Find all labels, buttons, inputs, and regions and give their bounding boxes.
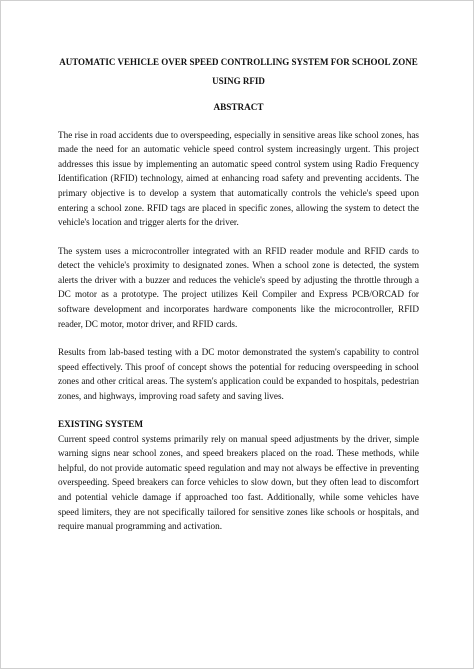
document-title: AUTOMATIC VEHICLE OVER SPEED CONTROLLING SYSTEM FOR SCHOOL ZONE USING RFID (59, 57, 418, 86)
page-content (58, 53, 419, 548)
abstract-paragraph-1: The rise in road accidents due to overspeeding, especially in sensitive areas like school zones, has made the need for an automatic vehicle speed control system increasingly urgent. This project addresses this issue by implementing an automatic speed control system using Radio Frequency Identification (RFID) technology, aimed at enhancing road safety and preventing accidents. The primary objective is to develop a system that automatically controls the vehicle's speed upon entering a school zone. RFID tags are placed in specific zones, allowing the system to detect the vehicle's location and trigger alerts for the driver. (58, 129, 419, 228)
abstract-paragraph-3: Results from lab-based testing with a DC motor demonstrated the system's capability to control speed effectively. This proof of concept shows the potential for reducing overspeeding in school zones and other critical areas. The system's application could be expanded to hospitals, pedestrian zones, and highways, improving road safety and saving lives. (58, 346, 419, 401)
existing-system-paragraph: Current speed control systems primarily rely on manual speed adjustments by the driver, simple warning signs near school zones, and speed breakers placed on the road. These methods, while helpful, do not provide automatic speed regulation and may not always be effective in preventing overspeeding. Speed breakers can force vehicles to slow down, but they often lead to discomfort and potential vehicle damage if approached too fast. Additionally, while some vehicles have speed limiters, they are not specifically tailored for sensitive zones like schools or hospitals, and require manual programming and activation. (58, 433, 419, 532)
abstract-heading: ABSTRACT (213, 102, 264, 112)
abstract-paragraph-2: The system uses a microcontroller integrated with an RFID reader module and RFID cards to detect the vehicle's proximity to designated zones. When a school zone is detected, the system alerts the driver with a buzzer and reduces the vehicle's speed by adjusting the throttle through a DC motor as a prototype. The project utilizes Keil Compiler and Express PCB/ORCAD for software development and incorporates hardware components like the microcontroller, RFID reader, DC motor, motor driver, and RFID cards. (58, 245, 419, 329)
existing-system-heading: EXISTING SYSTEM (58, 419, 144, 430)
